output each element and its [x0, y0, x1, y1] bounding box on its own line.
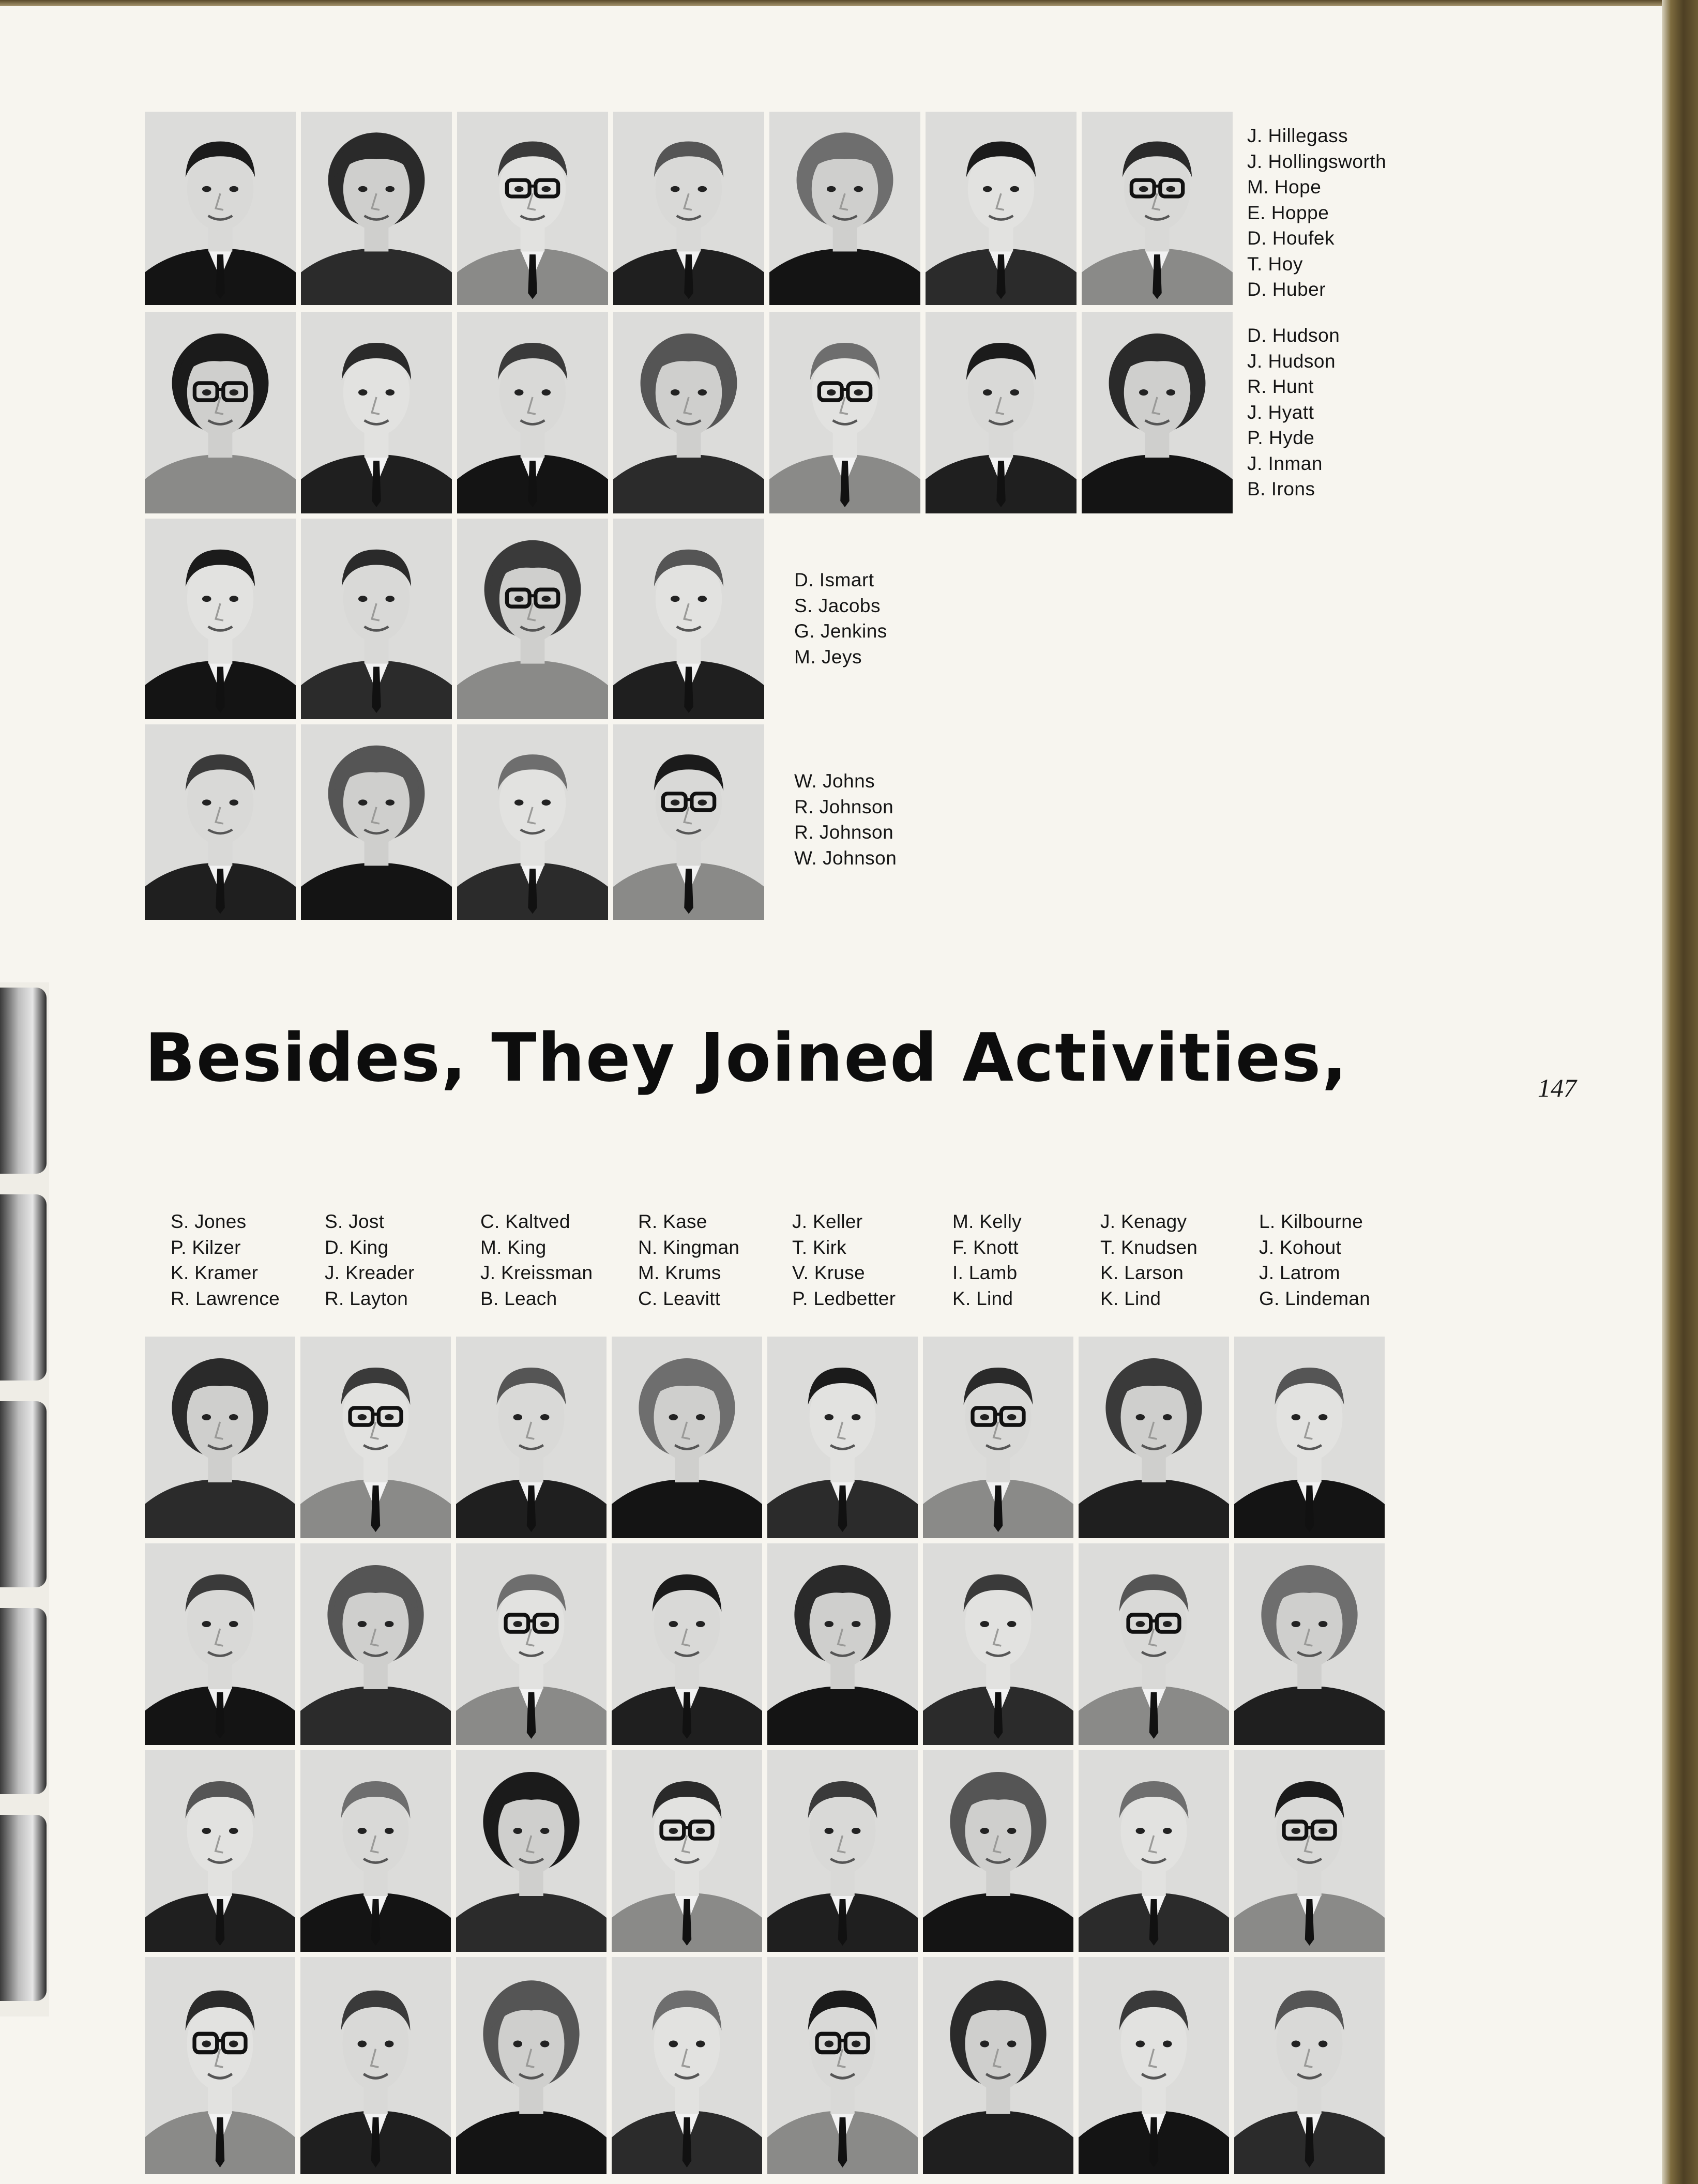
facing-page-photo-sliver — [0, 1194, 47, 1381]
student-portrait-photo — [613, 312, 764, 513]
student-name: R. Hunt — [1247, 376, 1314, 397]
student-portrait-photo — [301, 312, 452, 513]
student-name: P. Ledbetter — [792, 1287, 896, 1309]
student-portrait-photo — [145, 724, 296, 920]
name-column-4 — [638, 1209, 739, 1311]
name-list-row1 — [1247, 123, 1386, 302]
student-name: I. Lamb — [952, 1262, 1018, 1283]
student-portrait-photo — [145, 1957, 295, 2174]
student-portrait-photo — [926, 312, 1077, 513]
name-column-1 — [171, 1209, 280, 1311]
student-portrait-photo — [769, 112, 920, 305]
student-name: M. Krums — [638, 1262, 721, 1283]
student-name: R. Layton — [325, 1287, 408, 1309]
student-portrait-photo — [301, 724, 452, 920]
student-portrait-photo — [456, 1957, 607, 2174]
student-portrait-photo — [145, 112, 296, 305]
student-portrait-photo — [1234, 1543, 1385, 1745]
student-portrait-photo — [457, 519, 608, 719]
student-portrait-photo — [1082, 312, 1233, 513]
student-portrait-photo — [612, 1543, 762, 1745]
student-name: N. Kingman — [638, 1236, 740, 1258]
name-column-6 — [952, 1209, 1022, 1311]
student-name: J. Hyatt — [1247, 401, 1314, 423]
student-portrait-photo — [767, 1957, 918, 2174]
student-name: D. King — [325, 1236, 389, 1258]
student-name: E. Hoppe — [1247, 202, 1329, 223]
student-portrait-photo — [613, 724, 764, 920]
student-portrait-photo — [923, 1543, 1073, 1745]
student-portrait-photo — [456, 1750, 607, 1952]
student-portrait-photo — [456, 1543, 607, 1745]
facing-page-photo-sliver — [0, 1815, 47, 2001]
student-portrait-photo — [300, 1957, 451, 2174]
student-name: F. Knott — [952, 1236, 1019, 1258]
student-name: W. Johns — [794, 770, 875, 792]
student-portrait-photo — [1234, 1957, 1385, 2174]
student-portrait-photo — [926, 112, 1077, 305]
student-name: J. Kenagy — [1100, 1211, 1187, 1232]
student-portrait-photo — [1079, 1543, 1229, 1745]
student-portrait-photo — [145, 1750, 295, 1952]
student-name: J. Hillegass — [1247, 125, 1348, 146]
student-name: M. King — [480, 1236, 547, 1258]
name-list-row4 — [794, 768, 897, 871]
student-name: S. Jacobs — [794, 595, 881, 616]
student-name: T. Knudsen — [1100, 1236, 1198, 1258]
student-portrait-photo — [456, 1337, 607, 1538]
student-portrait-photo — [300, 1543, 451, 1745]
student-portrait-photo — [145, 519, 296, 719]
student-name: M. Jeys — [794, 646, 862, 668]
student-name: J. Hudson — [1247, 350, 1336, 372]
student-portrait-photo — [457, 724, 608, 920]
student-portrait-photo — [1234, 1750, 1385, 1952]
name-column-5 — [792, 1209, 896, 1311]
student-portrait-photo — [767, 1750, 918, 1952]
student-portrait-photo — [612, 1750, 762, 1952]
name-column-2 — [325, 1209, 415, 1311]
student-name: D. Ismart — [794, 569, 874, 590]
student-name: B. Leach — [480, 1287, 557, 1309]
student-name: G. Lindeman — [1259, 1287, 1371, 1309]
student-portrait-photo — [923, 1750, 1073, 1952]
student-portrait-photo — [612, 1337, 762, 1538]
page-headline: Besides, They Joined Activities, — [145, 1020, 1348, 1097]
student-portrait-photo — [1082, 112, 1233, 305]
student-name: R. Johnson — [794, 822, 894, 843]
name-list-row3 — [794, 567, 887, 670]
student-portrait-photo — [612, 1957, 762, 2174]
student-portrait-photo — [301, 112, 452, 305]
student-name: D. Huber — [1247, 279, 1326, 300]
student-name: L. Kilbourne — [1259, 1211, 1363, 1232]
student-name: S. Jones — [171, 1211, 247, 1232]
student-portrait-photo — [769, 312, 920, 513]
student-name: M. Hope — [1247, 176, 1322, 198]
student-name: T. Kirk — [792, 1236, 846, 1258]
student-name: J. Kreissman — [480, 1262, 593, 1283]
page-number: 147 — [1538, 1073, 1576, 1102]
student-name: T. Hoy — [1247, 253, 1303, 275]
student-name: D. Houfek — [1247, 228, 1335, 249]
student-name: C. Kaltved — [480, 1211, 570, 1232]
name-column-3 — [480, 1209, 593, 1311]
name-list-row2 — [1247, 323, 1340, 502]
student-portrait-photo — [145, 312, 296, 513]
name-column-8 — [1259, 1209, 1370, 1311]
page-top-edge — [0, 0, 1698, 6]
student-name: G. Jenkins — [794, 620, 887, 642]
student-portrait-photo — [923, 1957, 1073, 2174]
student-portrait-photo — [301, 519, 452, 719]
student-name: M. Kelly — [952, 1211, 1022, 1232]
student-name: J. Inman — [1247, 452, 1323, 474]
student-name: J. Kreader — [325, 1262, 415, 1283]
facing-page-photo-sliver — [0, 1401, 47, 1587]
student-portrait-photo — [300, 1750, 451, 1952]
student-name: C. Leavitt — [638, 1287, 721, 1309]
student-name: S. Jost — [325, 1211, 385, 1232]
student-portrait-photo — [767, 1543, 918, 1745]
student-name: K. Larson — [1100, 1262, 1184, 1283]
student-name: P. Kilzer — [171, 1236, 241, 1258]
student-name: D. Hudson — [1247, 325, 1340, 346]
student-portrait-photo — [1079, 1957, 1229, 2174]
student-name: B. Irons — [1247, 478, 1315, 499]
student-name: J. Keller — [792, 1211, 863, 1232]
student-name: R. Kase — [638, 1211, 707, 1232]
student-portrait-photo — [613, 112, 764, 305]
student-name: K. Kramer — [171, 1262, 259, 1283]
student-name: J. Latrom — [1259, 1262, 1340, 1283]
student-portrait-photo — [457, 112, 608, 305]
name-column-7 — [1100, 1209, 1197, 1311]
facing-page-photo-sliver — [0, 1608, 47, 1794]
student-portrait-photo — [1079, 1337, 1229, 1538]
student-name: W. Johnson — [794, 847, 897, 869]
student-portrait-photo — [1234, 1337, 1385, 1538]
student-portrait-photo — [613, 519, 764, 719]
student-portrait-photo — [145, 1543, 295, 1745]
book-binding-edge — [1662, 0, 1698, 2184]
student-name: R. Lawrence — [171, 1287, 280, 1309]
student-name: J. Hollingsworth — [1247, 150, 1387, 172]
student-name: J. Kohout — [1259, 1236, 1342, 1258]
student-portrait-photo — [1079, 1750, 1229, 1952]
student-name: V. Kruse — [792, 1262, 865, 1283]
student-portrait-photo — [457, 312, 608, 513]
student-portrait-photo — [145, 1337, 295, 1538]
student-name: K. Lind — [952, 1287, 1013, 1309]
student-name: R. Johnson — [794, 796, 894, 817]
student-name: K. Lind — [1100, 1287, 1161, 1309]
student-portrait-photo — [767, 1337, 918, 1538]
student-name: P. Hyde — [1247, 427, 1315, 448]
student-portrait-photo — [300, 1337, 451, 1538]
facing-page-photo-sliver — [0, 988, 47, 1174]
student-portrait-photo — [923, 1337, 1073, 1538]
